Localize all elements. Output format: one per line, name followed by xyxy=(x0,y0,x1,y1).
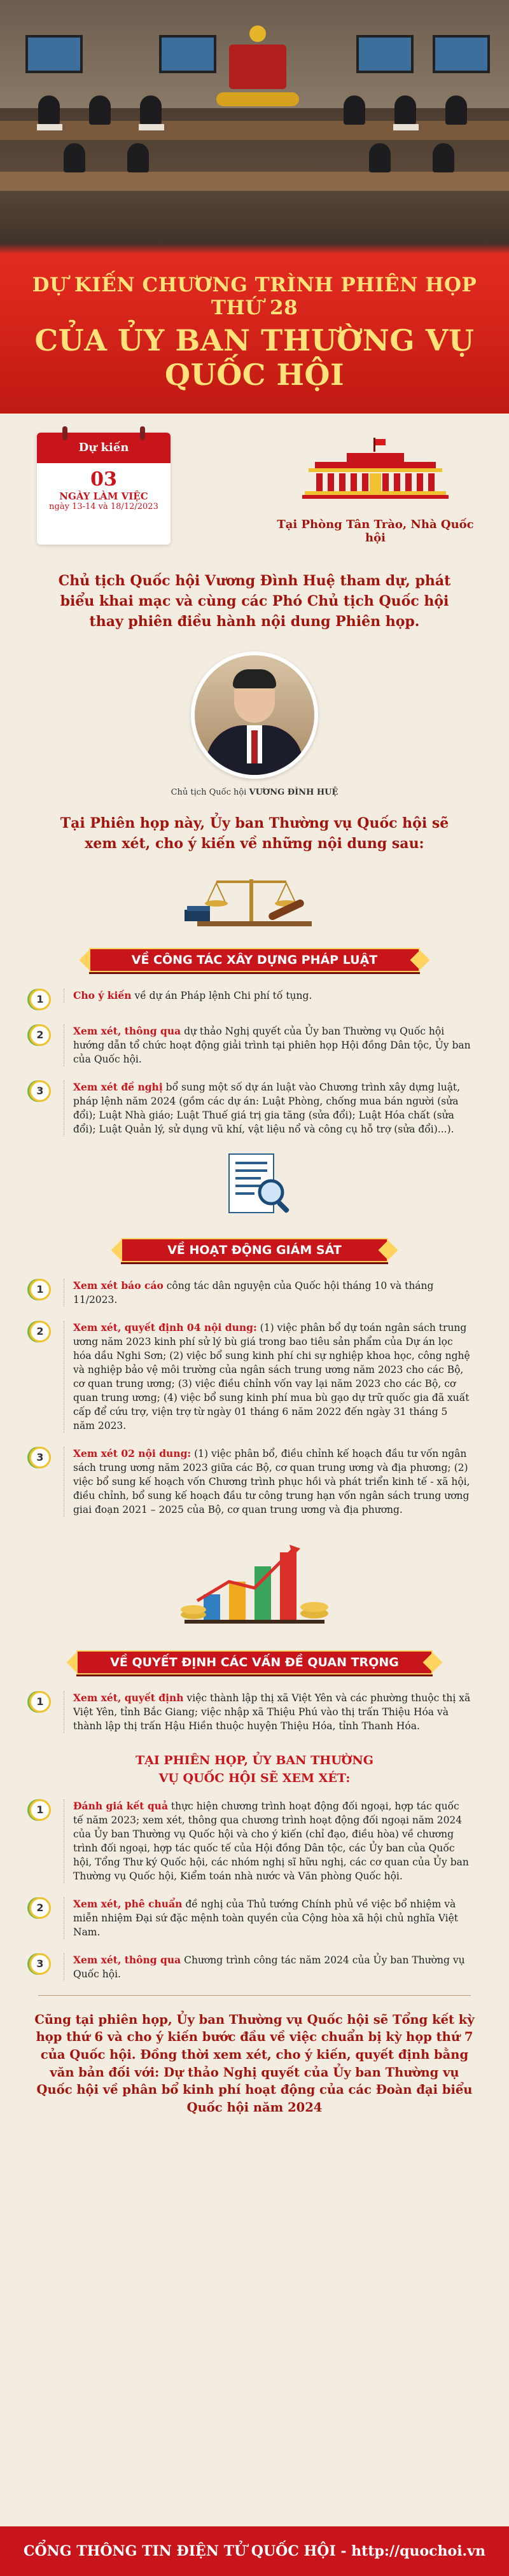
footer-text: CỔNG THÔNG TIN ĐIỆN TỬ QUỐC HỘI - http://quochoi.vn xyxy=(24,2543,485,2559)
section-law-heading: VỀ CÔNG TÁC XÂY DỰNG PHÁP LUẬT xyxy=(76,944,433,976)
calendar-label: Dự kiến xyxy=(37,433,171,463)
list-item: 2 Xem xét, thông qua dự thảo Nghị quyết của Ủy ban Thường vụ Quốc hội hướng dẫn tổ chức hoạt động giải trình tại phiên họp Hội đồng Dân tộc, Ủy ban của Quốc hội. xyxy=(29,1024,471,1066)
list-item: 3 Xem xét 02 nội dung: (1) việc phân bổ, điều chỉnh kế hoạch đầu tư vốn ngân sách trung ương năm 2023 giữa các Bộ, cơ quan trung ương và địa phương; (2) việc bổ sung kế hoạch vốn Chương trình phục hồi và phát triển kinh tế - xã hội, điều chỉnh, bổ sung kế hoạch đầu tư công trung hạn vốn ngân sách trung ương giai đoạn 2021 – 2025 của Bộ, cơ quan trung ương và địa phương. xyxy=(29,1447,471,1517)
item-number-badge: 3 xyxy=(29,1080,51,1102)
chairman-portrait xyxy=(191,651,318,779)
section-decisions-heading: VỀ QUYẾT ĐỊNH CÁC VẤN ĐỀ QUAN TRỌNG xyxy=(64,1647,445,1678)
list-item: 1 Xem xét báo cáo công tác dân nguyện của Quốc hội tháng 10 và tháng 11/2023. xyxy=(29,1279,471,1307)
title-line-1: DỰ KIẾN CHƯƠNG TRÌNH PHIÊN HỌP THỨ 28 xyxy=(32,274,477,319)
item-number-badge: 1 xyxy=(29,1799,51,1821)
meeting-photo xyxy=(0,0,509,254)
venue-text: Tại Phòng Tân Trào, Nhà Quốc hội xyxy=(277,518,474,545)
list-item: 1 Cho ý kiến về dự án Pháp lệnh Chi phí tố tụng. xyxy=(29,989,471,1010)
decisions-items xyxy=(0,1691,509,1733)
footer-bar xyxy=(0,2526,509,2576)
calendar-unit: NGÀY LÀM VIỆC xyxy=(59,491,148,502)
item-number-badge: 1 xyxy=(29,989,51,1010)
item-number-badge: 2 xyxy=(29,1321,51,1342)
document-magnifier-icon xyxy=(210,1150,299,1220)
lead-text: Tại Phiên họp này, Ủy ban Thường vụ Quốc hội sẽ xem xét, cho ý kiến về những nội dung sau: xyxy=(60,814,449,852)
supervision-items xyxy=(0,1279,509,1517)
calendar-number: 03 xyxy=(90,468,117,491)
parliament-building-icon xyxy=(302,438,449,499)
venue-block xyxy=(267,433,484,545)
closing-text: Cũng tại phiên họp, Ủy ban Thường vụ Quốc hội sẽ Tổng kết kỳ họp thứ 6 và cho ý kiến bước đầu về việc chuẩn bị kỳ họp thứ 7 của Quốc hội. Đồng thời xem xét, cho ý kiến, quyết định bằng văn bản đối với: Dự thảo Nghị quyết của Ủy ban Thường vụ Quốc hội về phân bổ kinh phí hoạt động của các Đoàn đại biểu Quốc hội năm 2024 xyxy=(34,2012,475,2115)
list-item: 2 Xem xét, phê chuẩn đề nghị của Thủ tướng Chính phủ về việc bổ nhiệm và miễn nhiệm Đại sứ đặc mệnh toàn quyền của Cộng hòa xã hội chủ nghĩa Việt Nam. xyxy=(29,1897,471,1939)
item-number-badge: 1 xyxy=(29,1691,51,1713)
calendar-dates: ngày 13-14 và 18/12/2023 xyxy=(49,502,158,512)
other-items xyxy=(0,1799,509,1981)
intro-text: Chủ tịch Quốc hội Vương Đình Huệ tham dự, phát biểu khai mạc và cùng các Phó Chủ tịch Quốc hội thay phiên điều hành nội dung Phiên họp. xyxy=(58,573,451,630)
item-number-badge: 2 xyxy=(29,1024,51,1046)
item-number-badge: 2 xyxy=(29,1897,51,1919)
portrait-caption-name: VƯƠNG ĐÌNH HUỆ xyxy=(249,787,338,797)
section-other-heading: TẠI PHIÊN HỌP, ỦY BAN THƯỜNG VỤ QUỐC HỘI SẼ XEM XÉT: xyxy=(136,1753,373,1785)
item-number-badge: 3 xyxy=(29,1447,51,1468)
list-item: 2 Xem xét, quyết định 04 nội dung: (1) việc phân bổ dự toán ngân sách trung ương năm 2023 kinh phí sử lý bù giá trong bao tiêu sản phẩm của Dự án lọc hóa dầu Nghi Sơn; (2) việc bổ sung kinh phí chi sự nghiệp khoa học, công nghệ và nghiệp bảo vệ môi trường của ngân sách trung ương năm 2023 cho các Bộ, cơ quan trung ương; (3) việc điều chỉnh vốn vay lại năm 2023 cho các Bộ, cơ quan trung ương; (4) việc bổ sung kinh phí mua bù gạo dự trữ quốc gia đã xuất cấp để cứu trợ, viện trợ từ ngày 01 tháng 6 năm 2022 đến ngày 31 tháng 5 năm 2023. xyxy=(29,1321,471,1433)
title-banner xyxy=(0,254,509,414)
list-item: 1 Xem xét, quyết định việc thành lập thị xã Việt Yên và các phường thuộc thị xã Việt Yên, tỉnh Bắc Giang; việc nhập xã Thiệu Phú vào thị trấn Thiệu Hóa và thành lập thị trấn Hậu Hiền thuộc huyện Thiệu Hóa, tỉnh Thanh Hóa. xyxy=(29,1691,471,1733)
info-row xyxy=(0,414,509,551)
list-item: 1 Đánh giá kết quả thực hiện chương trình hoạt động đối ngoại, hợp tác quốc tế năm 2023; xem xét, thông qua chương trình hoạt động đối ngoại năm 2024 của Ủy ban Thường vụ Quốc hội và cho ý kiến (chỉ đạo, điều hòa) về chương trình đối ngoại, hợp tác quốc tế của Hội đồng Dân tộc, các Ủy ban của Quốc hội, Tổng Thư ký Quốc hội, các nhóm nghị sĩ hữu nghị, các cơ quan của Ủy ban Thường vụ Quốc hội, Kiểm toán nhà nước và Văn phòng Quốc hội. xyxy=(29,1799,471,1883)
title-line-2: CỦA ỦY BAN THƯỜNG VỤ QUỐC HỘI xyxy=(34,323,475,392)
list-item: 3 Xem xét đề nghị bổ sung một số dự án luật vào Chương trình xây dựng luật, pháp lệnh năm 2024 (gồm các dự án: Luật Phòng, chống mua bán người (sửa đổi); Luật Nhà giáo; Luật Thuế giá trị gia tăng (sửa đổi); Luật Hóa chất (sửa đổi); Luật Quản lý, sử dụng vũ khí, vật liệu nổ và công cụ hỗ trợ (sửa đổi)...). xyxy=(29,1080,471,1136)
justice-scale-icon xyxy=(172,867,337,930)
divider xyxy=(38,1995,471,1996)
list-item: 3 Xem xét, thông qua Chương trình công tác năm 2024 của Ủy ban Thường vụ Quốc hội. xyxy=(29,1953,471,1981)
section-supervision-heading: VỀ HOẠT ĐỘNG GIÁM SÁT xyxy=(108,1234,401,1266)
finance-chart-icon xyxy=(159,1531,350,1633)
portrait-caption: Chủ tịch Quốc hội VƯƠNG ĐÌNH HUỆ xyxy=(171,787,338,797)
law-items xyxy=(0,989,509,1136)
item-number-badge: 1 xyxy=(29,1279,51,1300)
calendar-card xyxy=(37,433,171,545)
item-number-badge: 3 xyxy=(29,1953,51,1975)
